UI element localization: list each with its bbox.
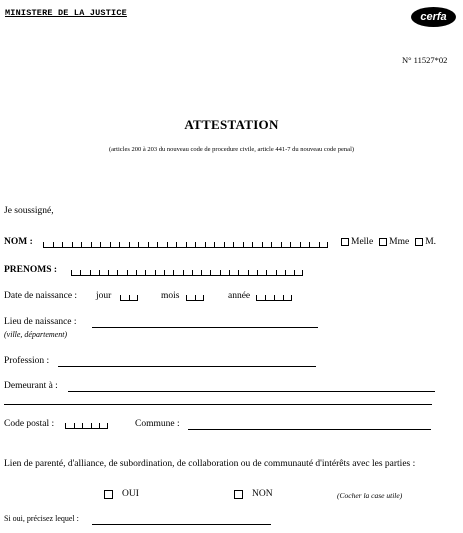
oui-checkbox[interactable] [104, 490, 113, 499]
char-box [99, 270, 108, 276]
char-box [214, 242, 224, 248]
document-title: ATTESTATION [184, 117, 279, 132]
char-box [72, 242, 82, 248]
postal-label: Code postal : [4, 419, 55, 429]
non-label: NON [252, 489, 273, 499]
birth-date-label: Date de naissance : [4, 291, 78, 301]
oui-label: OUI [122, 489, 139, 499]
char-box [283, 295, 292, 301]
non-checkbox[interactable] [234, 490, 243, 499]
char-box [176, 242, 186, 248]
address-input-line1[interactable] [68, 381, 435, 392]
char-box [80, 270, 89, 276]
prenoms-label: PRENOMS : [4, 265, 58, 275]
char-box [110, 242, 120, 248]
relation-question: Lien de parenté, d'alliance, de subordination, de collaboration ou de communauté d'intérêts avec les parties : [4, 459, 416, 469]
birthplace-input[interactable] [92, 317, 318, 328]
char-box [294, 270, 303, 276]
commune-label: Commune : [135, 419, 180, 429]
postal-input[interactable] [65, 421, 108, 429]
char-box [309, 242, 319, 248]
specify-input[interactable] [92, 514, 271, 525]
birthplace-label: Lieu de naissance : [4, 317, 77, 327]
mois-label: mois [161, 291, 180, 301]
char-box [224, 242, 234, 248]
char-box [65, 423, 74, 429]
char-box [300, 242, 310, 248]
commune-input[interactable] [188, 419, 431, 430]
char-box [274, 295, 283, 301]
char-box [205, 242, 215, 248]
civility-options [341, 237, 436, 247]
char-box [108, 270, 117, 276]
form-number: N° 11527*02 [402, 55, 448, 65]
char-box [167, 242, 177, 248]
oui-option [104, 489, 139, 499]
char-box [145, 270, 154, 276]
char-box [127, 270, 136, 276]
ministry-heading: MINISTERE DE LA JUSTICE [5, 8, 127, 18]
char-box [119, 242, 129, 248]
char-box [243, 242, 253, 248]
char-box [201, 270, 210, 276]
char-box [155, 270, 164, 276]
char-box [319, 242, 329, 248]
address-input-line2[interactable] [4, 394, 432, 405]
char-box [186, 295, 195, 301]
birthplace-hint: (ville, département) [4, 330, 68, 339]
char-box [252, 242, 262, 248]
char-box [138, 242, 148, 248]
char-box [229, 270, 238, 276]
m-checkbox[interactable] [415, 238, 423, 246]
char-box [148, 242, 158, 248]
char-box [91, 423, 100, 429]
char-box [117, 270, 126, 276]
char-box [262, 242, 272, 248]
char-box [71, 270, 80, 276]
cerfa-logo: cerfa [411, 7, 456, 27]
char-box [164, 270, 173, 276]
char-box [62, 242, 72, 248]
char-box [157, 242, 167, 248]
char-box [220, 270, 229, 276]
char-box [256, 295, 265, 301]
mme-checkbox[interactable] [379, 238, 387, 246]
char-box [186, 242, 196, 248]
char-box [285, 270, 294, 276]
mme-label: Mme [389, 237, 410, 247]
nom-label: NOM : [4, 237, 33, 247]
document-subtitle: (articles 200 à 203 du nouveau code de procedure civile, article 441-7 du nouveau code penal) [108, 146, 355, 153]
char-box [129, 242, 139, 248]
char-box [265, 295, 274, 301]
char-box [129, 295, 138, 301]
profession-label: Profession : [4, 356, 50, 366]
char-box [271, 242, 281, 248]
check-hint: (Cocher la case utile) [337, 491, 403, 500]
char-box [210, 270, 219, 276]
char-box [233, 242, 243, 248]
char-box [195, 242, 205, 248]
char-box [248, 270, 257, 276]
specify-label: Si oui, précisez lequel : [4, 514, 79, 523]
jour-input[interactable] [120, 293, 138, 301]
char-box [82, 423, 91, 429]
char-box [195, 295, 204, 301]
char-box [257, 270, 266, 276]
melle-checkbox[interactable] [341, 238, 349, 246]
nom-input[interactable] [43, 240, 328, 248]
char-box [43, 242, 53, 248]
m-label: M. [425, 237, 437, 247]
annee-label: année [228, 291, 251, 301]
mois-input[interactable] [186, 293, 204, 301]
annee-input[interactable] [256, 293, 292, 301]
char-box [238, 270, 247, 276]
char-box [74, 423, 83, 429]
char-box [53, 242, 63, 248]
char-box [81, 242, 91, 248]
char-box [90, 270, 99, 276]
char-box [281, 242, 291, 248]
char-box [290, 242, 300, 248]
address-label: Demeurant à : [4, 381, 58, 391]
char-box [192, 270, 201, 276]
non-option [234, 489, 273, 499]
prenoms-input[interactable] [71, 268, 303, 276]
profession-input[interactable] [58, 356, 316, 367]
char-box [183, 270, 192, 276]
char-box [136, 270, 145, 276]
char-box [100, 242, 110, 248]
char-box [120, 295, 129, 301]
char-box [173, 270, 182, 276]
char-box [276, 270, 285, 276]
char-box [99, 423, 108, 429]
jour-label: jour [96, 291, 112, 301]
char-box [91, 242, 101, 248]
intro-text: Je soussigné, [4, 206, 54, 216]
char-box [266, 270, 275, 276]
melle-label: Melle [351, 237, 374, 247]
